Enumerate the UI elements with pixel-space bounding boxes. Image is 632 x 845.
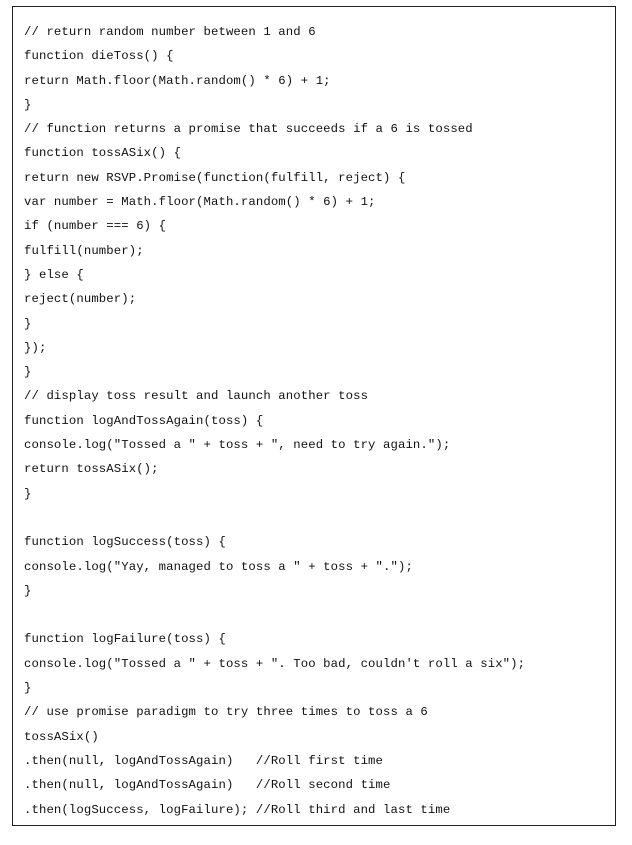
code-line: function logSuccess(toss) { bbox=[24, 535, 226, 550]
code-line: // use promise paradigm to try three times to toss a 6 bbox=[24, 705, 428, 720]
code-line: if (number === 6) { bbox=[24, 219, 167, 234]
code-line: } else { bbox=[24, 267, 84, 282]
code-line: .then(logSuccess, logFailure); //Roll third and last time bbox=[24, 802, 451, 817]
code-listing-frame bbox=[12, 6, 616, 826]
blank-line bbox=[24, 506, 525, 530]
code-line: reject(number); bbox=[24, 292, 137, 307]
code-listing bbox=[24, 20, 525, 822]
code-line: .then(null, logAndTossAgain) //Roll second time bbox=[24, 778, 391, 793]
code-line: return Math.floor(Math.random() * 6) + 1; bbox=[24, 73, 331, 88]
code-line: var number = Math.floor(Math.random() * 6) + 1; bbox=[24, 195, 376, 210]
code-line: function tossASix() { bbox=[24, 146, 182, 161]
blank-line bbox=[24, 603, 525, 627]
code-line: } bbox=[24, 583, 32, 598]
code-line: function logAndTossAgain(toss) { bbox=[24, 413, 264, 428]
code-line: return tossASix(); bbox=[24, 462, 159, 477]
code-line: function logFailure(toss) { bbox=[24, 632, 226, 647]
code-line: console.log("Yay, managed to toss a " + toss + "."); bbox=[24, 559, 413, 574]
code-line: console.log("Tossed a " + toss + ", need to try again."); bbox=[24, 438, 451, 453]
code-line: } bbox=[24, 316, 32, 331]
code-line: // display toss result and launch another toss bbox=[24, 389, 369, 404]
code-line: console.log("Tossed a " + toss + ". Too bad, couldn't roll a six"); bbox=[24, 656, 526, 671]
code-line: // return random number between 1 and 6 bbox=[24, 25, 316, 39]
code-line: fulfill(number); bbox=[24, 243, 144, 258]
code-line: } bbox=[24, 681, 32, 696]
code-line: function dieToss() { bbox=[24, 49, 174, 64]
code-line: }); bbox=[24, 340, 47, 355]
code-line: } bbox=[24, 365, 32, 380]
code-line: return new RSVP.Promise(function(fulfill, reject) { bbox=[24, 170, 406, 185]
code-line: .then(null, logAndTossAgain) //Roll first time bbox=[24, 753, 384, 768]
code-line: // function returns a promise that succeeds if a 6 is tossed bbox=[24, 122, 473, 137]
code-line: } bbox=[24, 486, 32, 501]
code-line: tossASix() bbox=[24, 729, 99, 744]
code-line: } bbox=[24, 97, 32, 112]
